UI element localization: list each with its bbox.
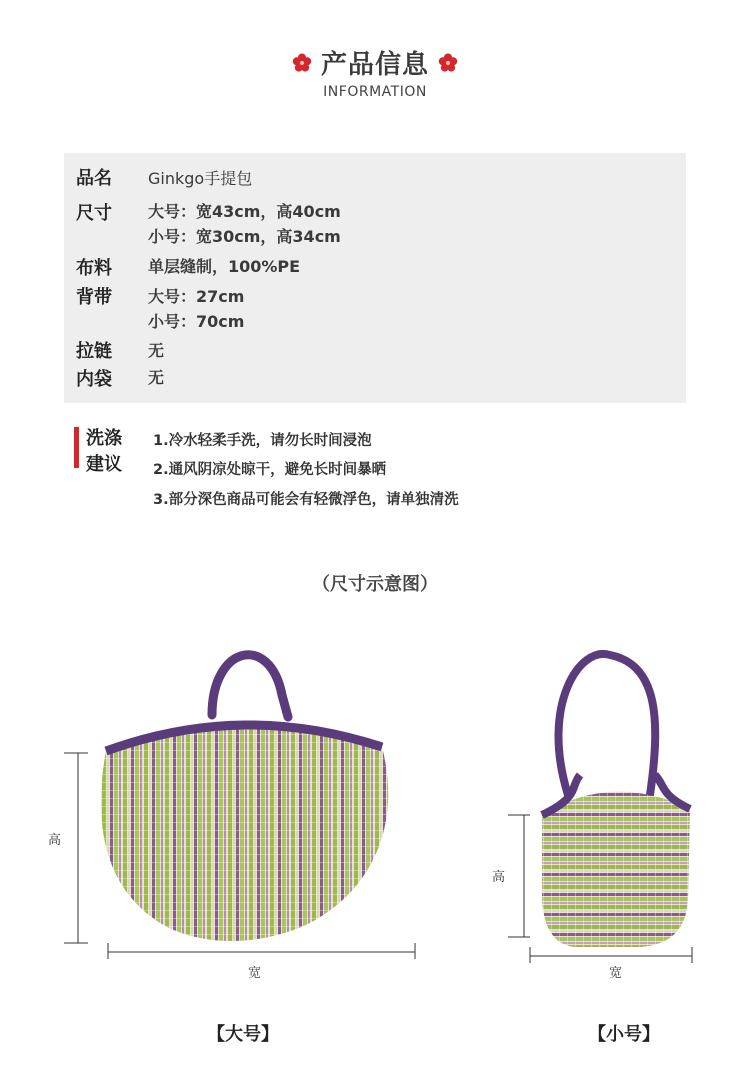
fabric-label: 布料: [76, 258, 112, 279]
large-bag-illustration: [60, 635, 420, 965]
product-info-panel: [64, 153, 686, 403]
inner-pocket-label: 内袋: [76, 369, 112, 390]
small-height-label: 高: [492, 870, 506, 885]
fabric-value: 单层缝制，100%PE: [148, 257, 301, 276]
strap-value-small: 小号：70cm: [148, 312, 245, 331]
wash-label-line1: 洗涤: [86, 428, 122, 449]
small-width-label: 宽: [609, 966, 623, 981]
large-bag-handle: [212, 655, 288, 717]
size-diagram-title: （尺寸示意图）: [312, 574, 438, 595]
flower-icon: [292, 53, 312, 73]
large-size-caption: 【大号】: [207, 1024, 279, 1045]
wash-item: 2.通风阴凉处晾干，避免长时间暴晒: [153, 462, 387, 478]
header-title-row: [0, 44, 750, 81]
name-label: 品名: [76, 168, 112, 189]
zipper-label: 拉链: [76, 341, 112, 362]
size-label: 尺寸: [76, 203, 112, 224]
small-bag-illustration: [500, 645, 710, 965]
wash-item: 1.冷水轻柔手洗，请勿长时间浸泡: [153, 433, 372, 449]
inner-pocket-value: 无: [148, 368, 165, 387]
wash-item: 3.部分深色商品可能会有轻微浮色，请单独清洗: [153, 492, 459, 508]
name-value: Ginkgo手提包: [148, 169, 253, 188]
strap-value-large: 大号：27cm: [148, 287, 245, 306]
flower-icon: [438, 53, 458, 73]
wash-label-line2: 建议: [86, 454, 122, 475]
wash-accent-bar: [74, 427, 79, 468]
large-width-label: 宽: [248, 966, 262, 981]
large-height-label: 高: [48, 833, 62, 848]
large-bag-body: [101, 723, 388, 941]
size-value-small: 小号：宽30cm，高34cm: [148, 227, 341, 246]
small-bag-handle: [559, 654, 656, 795]
zipper-value: 无: [148, 341, 165, 360]
small-bag-body: [542, 792, 690, 947]
strap-label: 背带: [76, 287, 112, 308]
small-size-caption: 【小号】: [588, 1024, 660, 1045]
size-value-large: 大号：宽43cm，高40cm: [148, 202, 341, 221]
page-subtitle: INFORMATION: [323, 84, 427, 100]
page-title: 产品信息: [320, 50, 429, 80]
